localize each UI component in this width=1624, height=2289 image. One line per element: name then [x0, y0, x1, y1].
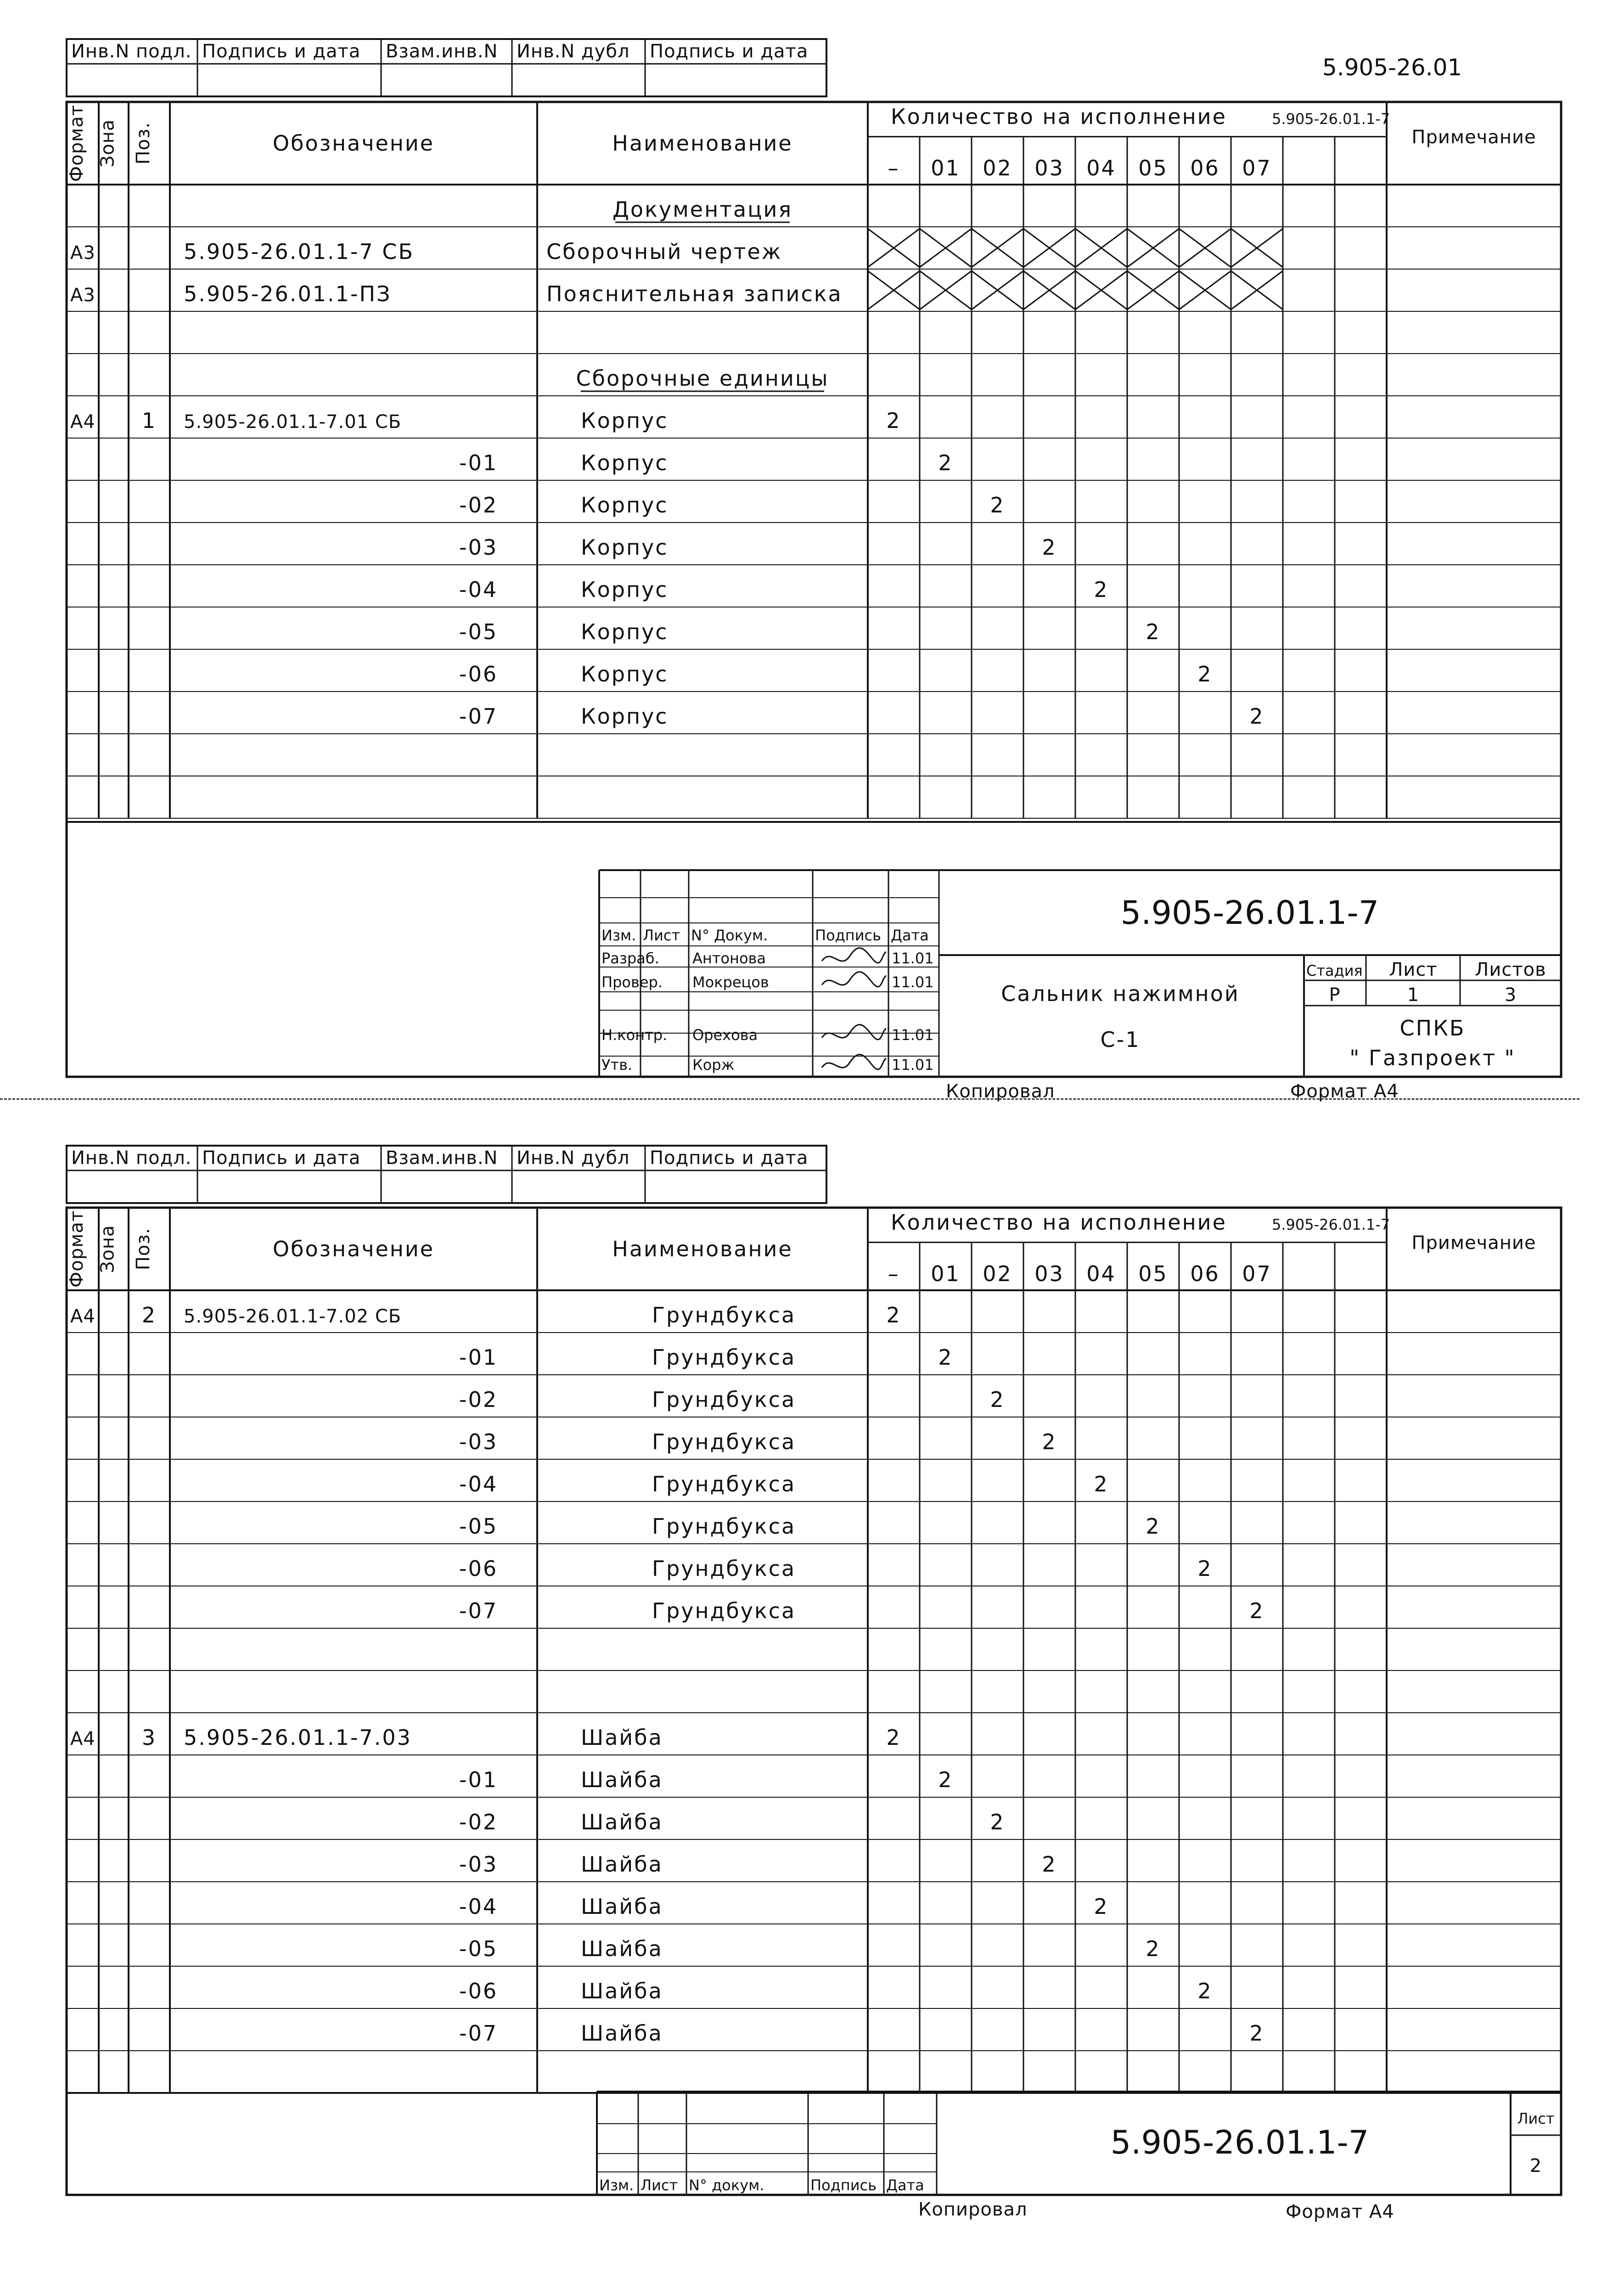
designation-cell: -03 — [459, 1429, 498, 1454]
variant-header: 06 — [1190, 1261, 1220, 1286]
stamp-header: Подпись и дата — [650, 1147, 809, 1169]
designation-cell: 5.905-26.01.1-7 СБ — [184, 239, 415, 264]
name-cell: Грундбукса — [652, 1429, 796, 1454]
sheet-2 — [0, 1102, 1624, 2287]
designation-cell: -06 — [459, 1556, 498, 1581]
name-cell: Пояснительная записка — [546, 281, 843, 306]
designation-cell: 5.905-26.01.1-7.02 СБ — [184, 1306, 402, 1327]
format-cell: А3 — [70, 285, 96, 306]
variant-header: 07 — [1242, 156, 1272, 180]
name-column-header: Наименование — [612, 131, 793, 156]
product-subtitle: С-1 — [1100, 1027, 1141, 1052]
designation-cell: -05 — [459, 1936, 498, 1961]
format-column-header: Формат — [66, 104, 87, 182]
name-cell: Корпус — [581, 535, 669, 560]
title-col-head: Подпись — [815, 927, 881, 944]
variant-header: – — [888, 1261, 900, 1286]
signature-mark — [822, 1054, 886, 1069]
signature-mark — [822, 972, 886, 986]
person-name-cell: Орехова — [692, 1026, 758, 1044]
name-cell: Шайба — [581, 1894, 663, 1919]
role-cell: Утв. — [601, 1056, 633, 1074]
quantity-cell: 2 — [938, 1767, 953, 1792]
role-cell: Разраб. — [601, 950, 659, 967]
name-cell: Шайба — [581, 1725, 663, 1750]
title-col-head: Подпись — [810, 2177, 877, 2194]
product-name: Сальник нажимной — [1001, 981, 1240, 1006]
name-cell: Грундбукса — [652, 1387, 796, 1412]
copied-label: Копировал — [918, 2199, 1028, 2220]
person-name-cell: Мокрецов — [692, 973, 769, 991]
title-col-head: Лист — [643, 927, 680, 944]
quantity-cell: 2 — [1249, 704, 1264, 729]
sheet-value: 1 — [1407, 984, 1420, 1006]
quantity-cell: 2 — [886, 408, 901, 433]
stamp-header: Инв.N дубл — [517, 41, 630, 62]
name-cell: Корпус — [581, 450, 669, 475]
title-col-head: Изм. — [599, 2177, 634, 2194]
stamp-header: Подпись и дата — [202, 1147, 361, 1169]
format-cell: А3 — [70, 242, 96, 264]
designation-cell: -02 — [459, 1810, 498, 1834]
stamp-header: Инв.N дубл — [517, 1147, 630, 1169]
spec-sheet-2 — [0, 1102, 1624, 2287]
stamp-header: Подпись и дата — [202, 41, 361, 62]
designation-cell: -07 — [459, 1598, 498, 1623]
quantity-cell: 2 — [1146, 1514, 1161, 1539]
zone-column-header: Зона — [97, 119, 118, 168]
quantity-cell: 2 — [1042, 1852, 1057, 1877]
document-code: 5.905-26.01 — [1322, 54, 1462, 81]
quantity-cell: 2 — [938, 1345, 953, 1370]
quantity-cell: 2 — [990, 493, 1005, 517]
quantity-cell: 2 — [990, 1810, 1005, 1834]
date-cell: 11.01 — [892, 1056, 934, 1074]
sheet-value: 2 — [1529, 2155, 1542, 2177]
organization-line2: " Газпроект " — [1349, 1046, 1516, 1070]
sheet-1 — [0, 0, 1624, 1102]
variant-header: 05 — [1138, 1261, 1168, 1286]
quantity-cell: 2 — [1249, 1598, 1264, 1623]
stamp-header: Подпись и дата — [650, 41, 809, 62]
variant-header: 02 — [983, 1261, 1012, 1286]
sheets-head: Листов — [1475, 959, 1546, 980]
variant-header: 03 — [1034, 156, 1064, 180]
name-cell: Шайба — [581, 1852, 663, 1877]
document-code-title: 5.905-26.01.1-7 — [1120, 894, 1379, 932]
title-col-head: Изм. — [601, 927, 636, 944]
name-column-header: Наименование — [612, 1237, 793, 1261]
quantity-header-code: 5.905-26.01.1-7 — [1272, 110, 1390, 128]
format-label: Формат А4 — [1286, 2201, 1394, 2222]
designation-cell: -07 — [459, 704, 498, 729]
position-cell: 2 — [141, 1303, 157, 1327]
position-cell: 3 — [141, 1725, 157, 1750]
designation-cell: -01 — [459, 1767, 498, 1792]
designation-cell: -06 — [459, 662, 498, 686]
quantity-cell: 2 — [1094, 577, 1109, 602]
variant-header: 02 — [983, 156, 1012, 180]
copied-label: Копировал — [946, 1081, 1055, 1102]
name-cell: Грундбукса — [652, 1303, 796, 1327]
variant-header: 05 — [1138, 156, 1168, 180]
stamp-header: Взам.инв.N — [386, 1147, 498, 1169]
quantity-cell: 2 — [1146, 1936, 1161, 1961]
signature-mark — [822, 948, 886, 962]
quantity-cell: 2 — [886, 1725, 901, 1750]
quantity-header: Количество на исполнение — [891, 1210, 1227, 1235]
name-cell: Грундбукса — [652, 1345, 796, 1370]
date-cell: 11.01 — [892, 973, 934, 991]
designation-cell: -02 — [459, 493, 498, 517]
name-cell: Корпус — [581, 662, 669, 686]
sheets-value: 3 — [1504, 984, 1517, 1006]
name-cell: Грундбукса — [652, 1556, 796, 1581]
designation-cell: -05 — [459, 619, 498, 644]
format-cell: А4 — [70, 411, 96, 433]
name-cell: Корпус — [581, 493, 669, 517]
quantity-cell: 2 — [1042, 535, 1057, 560]
note-column-header: Примечание — [1411, 1232, 1536, 1254]
name-cell: Шайба — [581, 2021, 663, 2046]
organization-line1: СПКБ — [1399, 1016, 1466, 1040]
stage-head: Стадия — [1306, 962, 1363, 979]
designation-cell: 5.905-26.01.1-7.03 — [184, 1725, 412, 1750]
title-col-head: Дата — [886, 2177, 924, 2194]
person-name-cell: Корж — [692, 1056, 735, 1074]
variant-header: 01 — [931, 156, 961, 180]
variant-header: 04 — [1086, 156, 1116, 180]
title-col-head: Дата — [891, 927, 929, 944]
role-cell: Н.контр. — [601, 1026, 668, 1044]
variant-header: 01 — [931, 1261, 961, 1286]
quantity-cell: 2 — [1042, 1429, 1057, 1454]
name-cell: Шайба — [581, 1810, 663, 1834]
signature-mark — [822, 1024, 886, 1039]
variant-header: – — [888, 156, 900, 180]
designation-cell: 5.905-26.01.1-ПЗ — [184, 281, 392, 306]
format-cell: А4 — [70, 1306, 96, 1327]
name-cell: Корпус — [581, 408, 669, 433]
stamp-header: Инв.N подл. — [71, 41, 192, 62]
sheet-head: Лист — [1389, 959, 1438, 980]
format-column-header: Формат — [66, 1210, 87, 1288]
name-cell: Корпус — [581, 704, 669, 729]
designation-column-header: Обозначение — [272, 131, 435, 156]
name-cell: Грундбукса — [652, 1472, 796, 1496]
title-col-head: Лист — [641, 2177, 678, 2194]
name-cell: Сборочные единицы — [576, 366, 829, 391]
designation-cell: -07 — [459, 2021, 498, 2046]
title-col-head: N° Докум. — [691, 927, 768, 944]
name-cell: Корпус — [581, 577, 669, 602]
quantity-cell: 2 — [1197, 1979, 1213, 2003]
designation-cell: -04 — [459, 1472, 498, 1496]
designation-cell: -01 — [459, 1345, 498, 1370]
designation-cell: -04 — [459, 577, 498, 602]
format-label: Формат А4 — [1290, 1081, 1399, 1102]
designation-cell: -06 — [459, 1979, 498, 2003]
name-cell: Грундбукса — [652, 1514, 796, 1539]
variant-header: 03 — [1034, 1261, 1064, 1286]
variant-header: 07 — [1242, 1261, 1272, 1286]
quantity-cell: 2 — [1094, 1894, 1109, 1919]
frame-border — [67, 1208, 1561, 2195]
quantity-cell: 2 — [1197, 1556, 1213, 1581]
date-cell: 11.01 — [892, 1026, 934, 1044]
name-cell: Корпус — [581, 619, 669, 644]
quantity-header: Количество на исполнение — [891, 104, 1227, 129]
person-name-cell: Антонова — [692, 950, 766, 967]
name-cell: Шайба — [581, 1979, 663, 2003]
role-cell: Провер. — [601, 973, 663, 991]
designation-cell: 5.905-26.01.1-7.01 СБ — [184, 411, 402, 433]
title-col-head: N° докум. — [689, 2177, 764, 2194]
designation-column-header: Обозначение — [272, 1237, 435, 1261]
note-column-header: Примечание — [1411, 127, 1536, 148]
designation-cell: -04 — [459, 1894, 498, 1919]
zone-column-header: Зона — [97, 1225, 118, 1273]
spec-sheet-1 — [0, 0, 1624, 1102]
designation-cell: -03 — [459, 535, 498, 560]
designation-cell: -03 — [459, 1852, 498, 1877]
stamp-header: Инв.N подл. — [71, 1147, 192, 1169]
sheet-head: Лист — [1517, 2110, 1555, 2127]
quantity-cell: 2 — [1249, 2021, 1264, 2046]
designation-cell: -05 — [459, 1514, 498, 1539]
variant-header: 04 — [1086, 1261, 1116, 1286]
quantity-cell: 2 — [938, 450, 953, 475]
format-cell: А4 — [70, 1728, 96, 1749]
position-cell: 1 — [141, 408, 157, 433]
position-column-header: Поз. — [133, 122, 154, 165]
cut-line — [0, 1098, 1579, 1100]
quantity-cell: 2 — [1197, 662, 1213, 686]
document-code-title: 5.905-26.01.1-7 — [1110, 2124, 1369, 2161]
name-cell: Документация — [612, 197, 793, 222]
name-cell: Шайба — [581, 1936, 663, 1961]
position-column-header: Поз. — [133, 1227, 154, 1271]
quantity-cell: 2 — [990, 1387, 1005, 1412]
quantity-cell: 2 — [1146, 619, 1161, 644]
stamp-header: Взам.инв.N — [386, 41, 498, 62]
designation-cell: -01 — [459, 450, 498, 475]
quantity-cell: 2 — [1094, 1472, 1109, 1496]
designation-cell: -02 — [459, 1387, 498, 1412]
quantity-header-code: 5.905-26.01.1-7 — [1272, 1216, 1390, 1233]
date-cell: 11.01 — [892, 950, 934, 967]
stage-value: Р — [1329, 984, 1341, 1006]
name-cell: Шайба — [581, 1767, 663, 1792]
quantity-cell: 2 — [886, 1303, 901, 1327]
variant-header: 06 — [1190, 156, 1220, 180]
name-cell: Сборочный чертеж — [546, 239, 782, 264]
name-cell: Грундбукса — [652, 1598, 796, 1623]
